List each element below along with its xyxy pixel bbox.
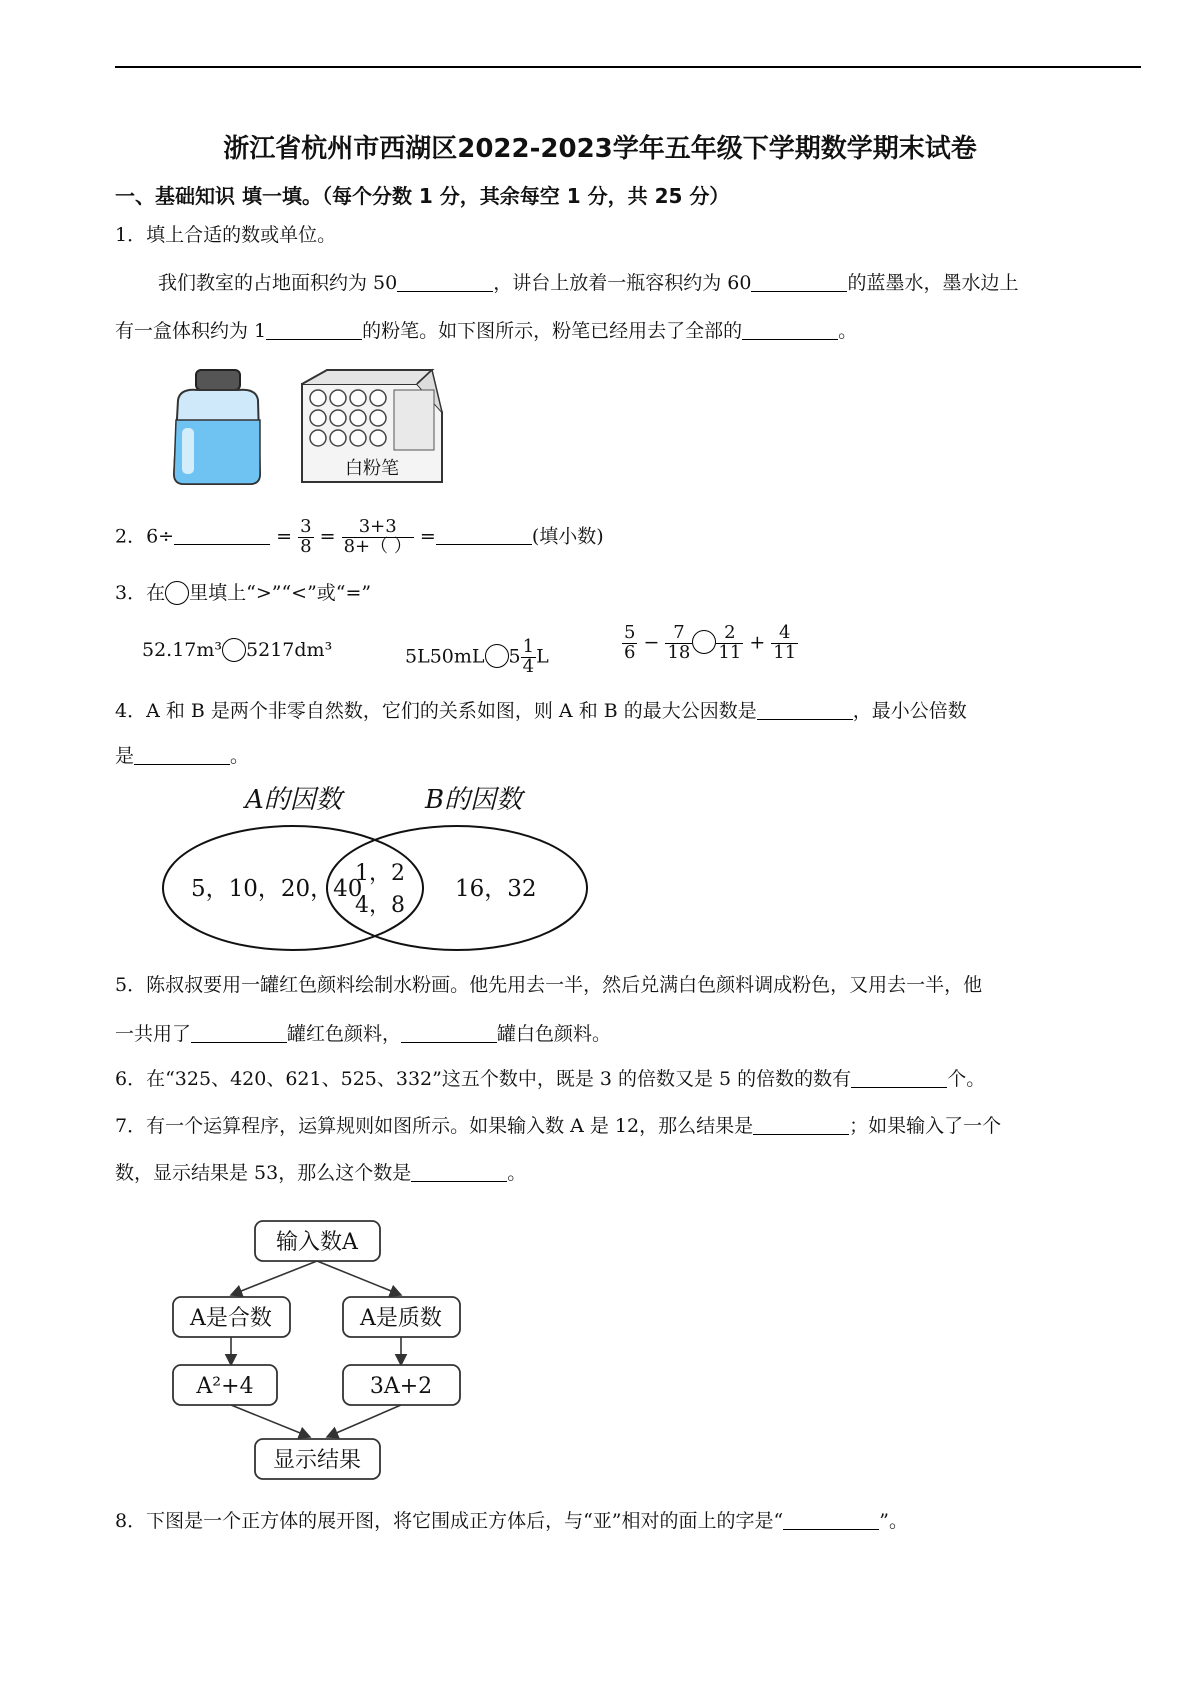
question-number: 3． (115, 582, 147, 604)
answer-blank[interactable] (174, 525, 270, 545)
chalk-box-label: 白粉笔 (345, 458, 399, 479)
answer-blank[interactable] (751, 272, 847, 292)
text-segment: 数，显示结果是 53，那么这个数是 (115, 1162, 412, 1184)
question-1-line-1 (158, 272, 1018, 293)
text-segment: 在“325、420、621、525、332”这五个数中，既是 3 的倍数又是 5 的倍数的数有 (146, 1068, 852, 1090)
fraction-expanded (342, 518, 414, 557)
numerator: 1 (522, 636, 535, 657)
flow-text-result: 显示结果 (272, 1448, 362, 1473)
text-segment: ”。 (879, 1510, 908, 1532)
compare-circle[interactable] (222, 638, 246, 662)
denominator: 11 (773, 641, 797, 663)
fraction-2-11 (716, 624, 743, 663)
text-segment: 个。 (947, 1068, 986, 1090)
text-segment: 5217dm³ (246, 639, 333, 661)
flow-text-prime: A是质数 (360, 1306, 442, 1331)
question-7-line-2 (115, 1162, 526, 1183)
question-number: 2． (115, 525, 147, 548)
denominator: 18 (667, 641, 691, 663)
text-segment: 在 (146, 582, 166, 604)
answer-blank[interactable] (411, 1162, 507, 1182)
compare-circle[interactable] (485, 644, 509, 668)
numerator: 3 (300, 516, 312, 537)
answer-blank[interactable] (266, 320, 362, 340)
text-segment: ，讲台上放着一瓶容积约为 60 (493, 272, 752, 294)
question-2 (115, 518, 604, 557)
question-6 (115, 1068, 985, 1089)
question-number: 7． (115, 1115, 147, 1137)
answer-blank[interactable] (757, 700, 853, 720)
text-segment: 我们教室的占地面积约为 50 (158, 272, 398, 294)
text-segment: 有一盒体积约为 1 (115, 320, 267, 342)
chalk-box-icon (302, 370, 442, 482)
answer-blank[interactable] (134, 745, 230, 765)
numerator: 2 (716, 624, 743, 644)
flow-text-input: 输入数A (276, 1230, 358, 1255)
question-number: 6． (115, 1068, 147, 1090)
text-segment: 的蓝墨水，墨水边上 (847, 272, 1019, 294)
section-heading: 一、基础知识 填一填。（每个分数 1 分，其余每空 1 分，共 25 分） (115, 184, 730, 208)
numerator: 3+3 (342, 518, 414, 538)
plus-sign: + (749, 631, 766, 654)
text-segment: 陈叔叔要用一罐红色颜料绘制水粉画。他先用去一半，然后兑满白色颜料调成粉色，又用去一半，他 (146, 974, 983, 996)
answer-blank[interactable] (742, 320, 838, 340)
answer-blank[interactable] (753, 1115, 849, 1135)
question-number: 1． (115, 224, 147, 246)
question-8 (115, 1510, 908, 1531)
fraction-4-11 (771, 624, 798, 663)
text-segment: 罐白色颜料。 (497, 1023, 612, 1045)
text-segment: A 和 B 是两个非零自然数，它们的关系如图，则 A 和 B 的最大公因数是 (146, 700, 757, 722)
text-segment: 。 (230, 745, 250, 767)
flow-text-composite: A是合数 (190, 1306, 272, 1331)
question-4-line-2 (115, 745, 249, 766)
question-number: 8． (115, 1510, 147, 1532)
venn-common-1: 1，2 (355, 861, 405, 886)
venn-common-2: 4，8 (355, 893, 405, 918)
numerator: 7 (665, 624, 692, 644)
ink-and-chalk-illustration (162, 362, 462, 492)
fraction-1-4 (521, 638, 536, 677)
equals-sign: = (319, 525, 336, 548)
question-1-stem (115, 226, 336, 245)
text-segment: 一共用了 (115, 1023, 192, 1045)
text-segment: 罐红色颜料， (287, 1023, 402, 1045)
text-segment: (填小数) (531, 525, 604, 548)
answer-blank[interactable] (783, 1510, 879, 1530)
fraction-5-6 (622, 624, 637, 663)
question-1-line-2 (115, 320, 857, 341)
answer-blank[interactable] (851, 1068, 947, 1088)
question-5-line-2 (115, 1023, 611, 1044)
question-text: 填上合适的数或单位。 (146, 224, 337, 246)
question-5-line-1 (115, 976, 982, 995)
venn-label-b: B的因数 (425, 785, 523, 815)
text-segment: 。 (507, 1162, 527, 1184)
question-number: 4． (115, 700, 147, 722)
compare-circle[interactable] (692, 630, 716, 654)
venn-only-b: 16，32 (455, 876, 537, 902)
comparison-3 (622, 624, 798, 663)
text-segment: 下图是一个正方体的展开图，将它围成正方体后，与“亚”相对的面上的字是“ (146, 1510, 784, 1532)
venn-diagram (155, 780, 625, 955)
comparison-2 (405, 638, 549, 677)
question-3-stem (115, 581, 371, 605)
denominator: 4 (522, 655, 535, 677)
text-segment: 有一个运算程序，运算规则如图所示。如果输入数 A 是 12，那么结果是 (146, 1115, 754, 1137)
answer-blank[interactable] (397, 272, 493, 292)
minus-sign: − (643, 631, 660, 654)
venn-only-a: 5，10，20，40 (191, 876, 363, 902)
question-number: 5． (115, 974, 147, 996)
answer-blank[interactable] (436, 525, 532, 545)
numerator: 4 (771, 624, 798, 644)
header-rule (115, 66, 1141, 68)
text-segment: 是 (115, 745, 135, 767)
denominator: 6 (624, 641, 636, 663)
text-segment: 6÷ (146, 525, 175, 548)
denominator: 8+（ ） (343, 535, 412, 557)
venn-label-a: A的因数 (245, 785, 342, 815)
flow-text-expr1: A²+4 (196, 1374, 254, 1399)
answer-blank[interactable] (401, 1023, 497, 1043)
denominator: 11 (718, 641, 742, 663)
mixed-number-whole: 5 (508, 645, 521, 668)
fraction-7-18 (665, 624, 692, 663)
flow-text-expr2: 3A+2 (369, 1374, 433, 1399)
comparison-1 (142, 638, 332, 662)
equals-sign: = (276, 525, 293, 548)
text-segment: 。 (838, 320, 858, 342)
text-segment: 52.17m³ (142, 639, 223, 661)
text-segment: ；如果输入了一个 (849, 1115, 1002, 1137)
compare-circle (165, 581, 189, 605)
flowchart (165, 1215, 475, 1485)
text-segment: 的粉笔。如下图所示，粉笔已经用去了全部的 (362, 320, 743, 342)
fraction-3-8 (298, 518, 313, 557)
text-segment: ，最小公倍数 (852, 700, 967, 722)
text-segment: 里填上“>”“<”或“=” (189, 582, 372, 604)
denominator: 8 (300, 535, 312, 557)
numerator: 5 (624, 622, 636, 643)
unit: L (536, 645, 549, 668)
ink-bottle-icon (174, 370, 260, 484)
equals-sign: = (419, 525, 436, 548)
text-segment: 5L50mL (405, 645, 485, 668)
question-4-line-1 (115, 700, 967, 721)
page-title: 浙江省杭州市西湖区2022-2023学年五年级下学期数学期末试卷 (223, 134, 977, 164)
answer-blank[interactable] (191, 1023, 287, 1043)
question-7-line-1 (115, 1115, 1001, 1136)
